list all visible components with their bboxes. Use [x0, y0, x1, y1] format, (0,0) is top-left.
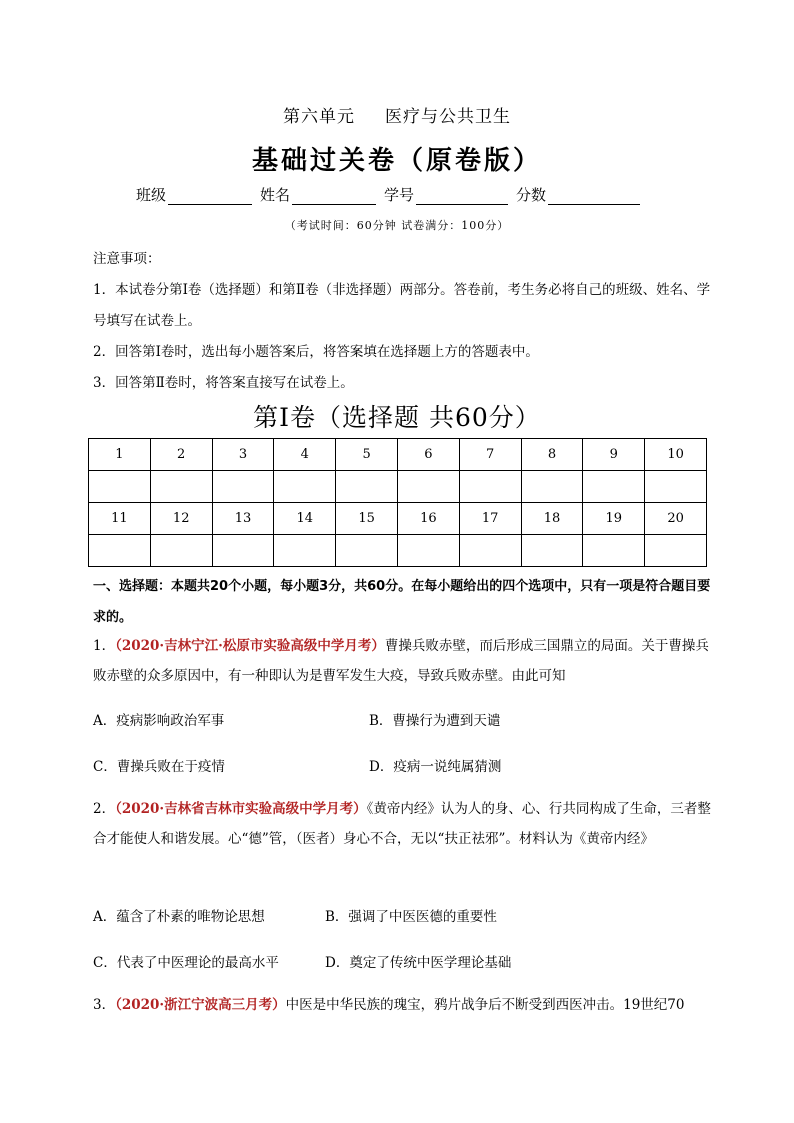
option-a[interactable]: A．疫病影响政治军事: [93, 713, 225, 729]
answer-number-cell: 15: [336, 503, 398, 535]
answer-number-cell: 9: [583, 439, 645, 471]
answer-number-cell: 7: [459, 439, 521, 471]
notes-block: [93, 244, 713, 399]
answer-number-cell: 16: [397, 503, 459, 535]
answer-number-cell: 8: [521, 439, 583, 471]
score-blank[interactable]: [548, 188, 640, 205]
answer-blank-cell[interactable]: [212, 535, 274, 567]
answer-number-row: [89, 503, 707, 535]
option-c[interactable]: C．代表了中医理论的最高水平: [93, 955, 279, 971]
option-d[interactable]: D．奠定了传统中医学理论基础: [325, 955, 512, 971]
answer-number-cell: 4: [274, 439, 336, 471]
answer-blank-cell[interactable]: [150, 471, 212, 503]
id-label: 学号: [384, 186, 415, 204]
unit-title: [0, 102, 794, 127]
answer-blank-cell[interactable]: [645, 535, 707, 567]
answer-blank-cell[interactable]: [274, 471, 336, 503]
score-label: 分数: [516, 186, 547, 204]
answer-blank-cell[interactable]: [274, 535, 336, 567]
topic-label: 医疗与公共卫生: [385, 107, 511, 127]
notes-heading: 注意事项：: [93, 251, 161, 267]
answer-number-row: [89, 439, 707, 471]
page-title: 基础过关卷（原卷版）: [251, 146, 542, 176]
answer-number-cell: 14: [274, 503, 336, 535]
answer-number-cell: 1: [89, 439, 151, 471]
id-field[interactable]: [384, 184, 508, 205]
answer-blank-cell[interactable]: [150, 535, 212, 567]
answer-number-cell: 13: [212, 503, 274, 535]
option-a[interactable]: A．蕴含了朴素的唯物论思想: [93, 909, 265, 925]
id-blank[interactable]: [416, 188, 508, 205]
answer-blank-cell[interactable]: [583, 471, 645, 503]
class-label: 班级: [136, 186, 167, 204]
question-text: 《黄帝内经》认为人的身、心、行共同构成了生命，三者整合才能使人和谐发展。心“德”管，（医者）身心不合，无以“扶正祛邪”。材料认为《黄帝内经》: [93, 801, 711, 847]
unit-label: 第六单元: [283, 107, 355, 127]
question-3: [93, 990, 713, 1020]
exam-info: （考试时间：60分钟 试卷满分：100分）: [284, 219, 510, 232]
notes-item-1: 1．本试卷分第Ⅰ卷（选择题）和第Ⅱ卷（非选择题）两部分。答卷前，考生务必将自己的班级、姓名、学号填写在试卷上。: [93, 282, 711, 329]
answer-number-cell: 6: [397, 439, 459, 471]
section-title: 第Ⅰ卷（选择题 共60分）: [253, 403, 541, 432]
question-source: （2020·浙江宁波高三月考）: [115, 997, 286, 1013]
answer-number-cell: 5: [336, 439, 398, 471]
question-2: [93, 794, 713, 854]
answer-blank-row: [89, 471, 707, 503]
answer-blank-cell[interactable]: [89, 471, 151, 503]
answer-blank-cell[interactable]: [89, 535, 151, 567]
notes-item-3: 3．回答第Ⅱ卷时，将答案直接写在试卷上。: [93, 375, 354, 391]
answer-number-cell: 19: [583, 503, 645, 535]
question-2-options: [93, 905, 713, 975]
notes-item-2: 2．回答第Ⅰ卷时，选出每小题答案后，将答案填在选择题上方的答题表中。: [93, 344, 539, 360]
question-number: 2．: [93, 801, 116, 817]
question-number: 1．: [93, 638, 116, 654]
name-blank[interactable]: [292, 188, 376, 205]
answer-blank-cell[interactable]: [397, 471, 459, 503]
answer-number-cell: 12: [150, 503, 212, 535]
class-field[interactable]: [136, 184, 252, 205]
answer-number-cell: 2: [150, 439, 212, 471]
answer-blank-cell[interactable]: [521, 535, 583, 567]
question-source: （2020·吉林宁江·松原市实验高级中学月考）: [115, 638, 385, 654]
option-c[interactable]: C．曹操兵败在于疫情: [93, 759, 225, 775]
name-field[interactable]: [260, 184, 376, 205]
option-b[interactable]: B．曹操行为遭到天谴: [369, 713, 501, 729]
answer-blank-cell[interactable]: [521, 471, 583, 503]
question-number: 3．: [93, 997, 116, 1013]
answer-blank-cell[interactable]: [583, 535, 645, 567]
name-label: 姓名: [260, 186, 291, 204]
score-field[interactable]: [516, 184, 640, 205]
answer-blank-cell[interactable]: [459, 471, 521, 503]
answer-blank-cell[interactable]: [645, 471, 707, 503]
question-intro: 一、选择题：本题共20个小题，每小题3分，共60分。在每小题给出的四个选项中，只有一项是符合题目要求的。: [93, 579, 711, 625]
answer-blank-cell[interactable]: [336, 471, 398, 503]
question-1: [93, 631, 713, 691]
option-b[interactable]: B．强调了中医医德的重要性: [325, 909, 497, 925]
answer-number-cell: 18: [521, 503, 583, 535]
answer-blank-cell[interactable]: [459, 535, 521, 567]
answer-number-cell: 11: [89, 503, 151, 535]
answer-number-cell: 3: [212, 439, 274, 471]
answer-blank-cell[interactable]: [336, 535, 398, 567]
student-info-row: [136, 184, 648, 205]
question-text: 曹操兵败赤壁，而后形成三国鼎立的局面。关于曹操兵败赤壁的众多原因中，有一种即认为是曹军发生大疫，导致兵败赤壁。由此可知: [93, 638, 709, 684]
answer-table: [88, 438, 707, 567]
option-d[interactable]: D．疫病一说纯属猜测: [369, 759, 502, 775]
question-text: 中医是中华民族的瑰宝，鸦片战争后不断受到西医冲击。19世纪70: [285, 997, 685, 1013]
answer-number-cell: 17: [459, 503, 521, 535]
question-source: （2020·吉林省吉林市实验高级中学月考）: [115, 801, 367, 817]
class-blank[interactable]: [168, 188, 252, 205]
answer-number-cell: 20: [645, 503, 707, 535]
answer-blank-cell[interactable]: [212, 471, 274, 503]
answer-blank-row: [89, 535, 707, 567]
answer-number-cell: 10: [645, 439, 707, 471]
answer-blank-cell[interactable]: [397, 535, 459, 567]
question-1-options: [93, 709, 713, 779]
